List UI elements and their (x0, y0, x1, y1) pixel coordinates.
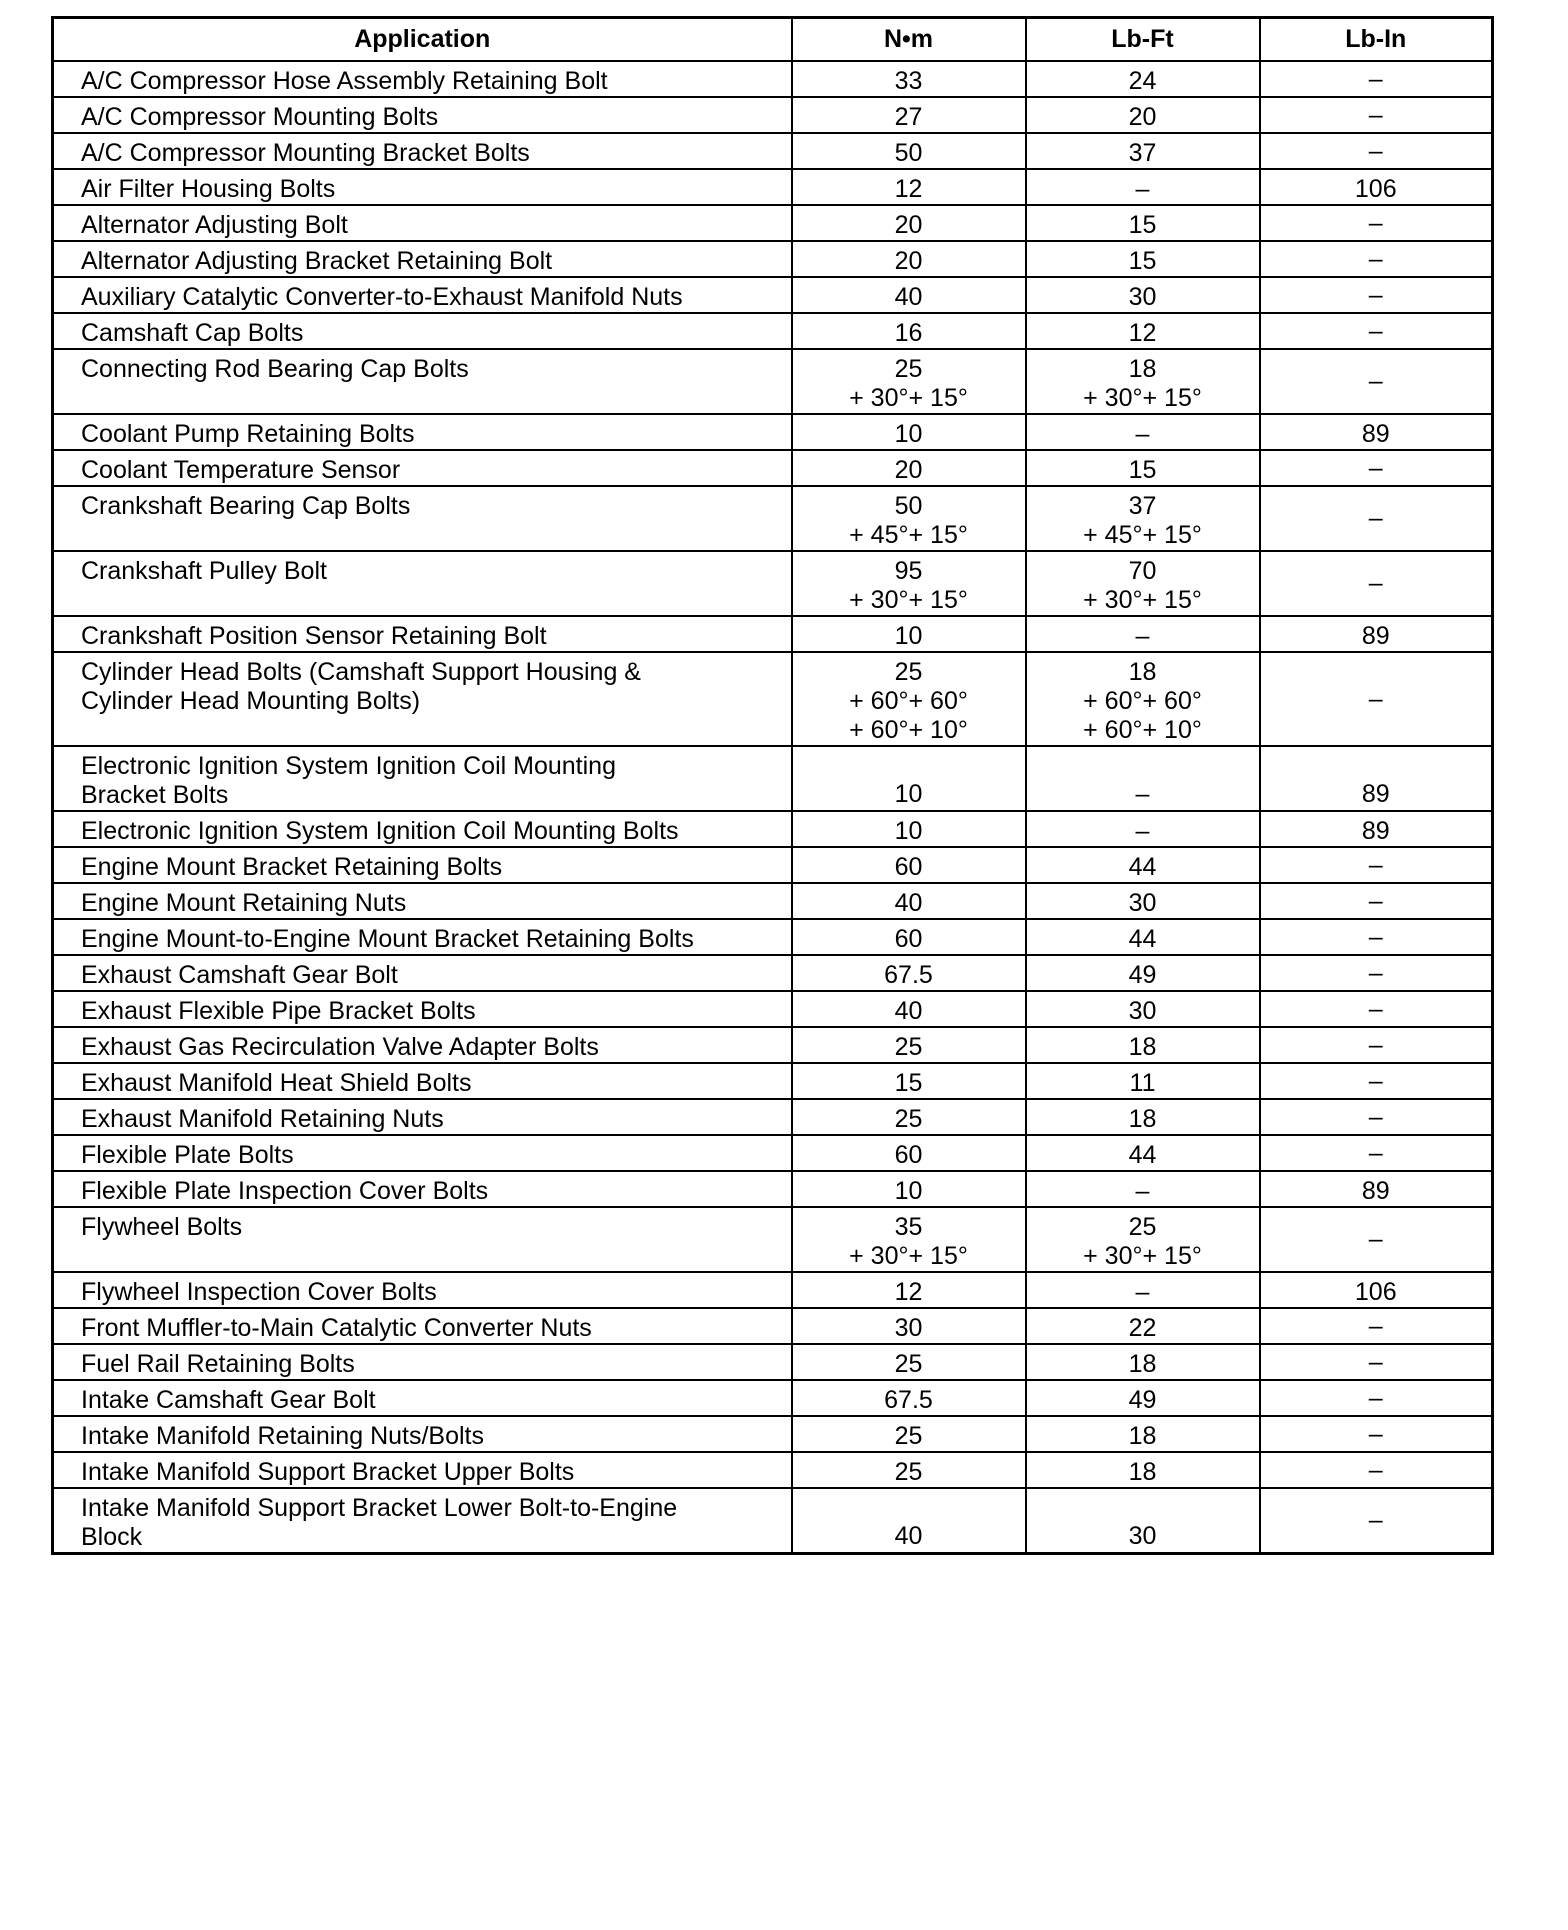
cell-lbin: 89 (1260, 746, 1493, 811)
cell-nm: 60 (792, 919, 1026, 955)
cell-lbft: 44 (1026, 919, 1260, 955)
table-row (53, 616, 1493, 652)
cell-lbft: 12 (1026, 313, 1260, 349)
cell-lbft: 30 (1026, 883, 1260, 919)
cell-nm: 33 (792, 61, 1026, 97)
cell-lbft: 37 (1026, 133, 1260, 169)
cell-application: Auxiliary Catalytic Converter-to-Exhaust Manifold Nuts (53, 277, 792, 313)
cell-application: Coolant Pump Retaining Bolts (53, 414, 792, 450)
table-row (53, 169, 1493, 205)
table-row (53, 1380, 1493, 1416)
cell-lbft: 44 (1026, 1135, 1260, 1171)
cell-nm: 30 (792, 1308, 1026, 1344)
cell-lbin: – (1260, 486, 1493, 551)
cell-lbin: – (1260, 133, 1493, 169)
cell-application: Intake Manifold Support Bracket Upper Bolts (53, 1452, 792, 1488)
cell-application: Connecting Rod Bearing Cap Bolts (53, 349, 792, 414)
table-body (53, 61, 1493, 1554)
table-row (53, 919, 1493, 955)
cell-lbin: – (1260, 313, 1493, 349)
table-row (53, 883, 1493, 919)
cell-nm: 25 + 60°+ 60° + 60°+ 10° (792, 652, 1026, 746)
cell-nm: 12 (792, 1272, 1026, 1308)
cell-lbin: – (1260, 991, 1493, 1027)
cell-nm: 40 (792, 277, 1026, 313)
table-row (53, 450, 1493, 486)
cell-application: Fuel Rail Retaining Bolts (53, 1344, 792, 1380)
cell-lbft: 18 + 30°+ 15° (1026, 349, 1260, 414)
cell-nm: 25 (792, 1027, 1026, 1063)
cell-application: Engine Mount Bracket Retaining Bolts (53, 847, 792, 883)
cell-lbft: 18 (1026, 1416, 1260, 1452)
table-row (53, 1452, 1493, 1488)
cell-lbin: – (1260, 1380, 1493, 1416)
cell-lbft: 15 (1026, 241, 1260, 277)
cell-application: Front Muffler-to-Main Catalytic Converter Nuts (53, 1308, 792, 1344)
cell-lbin: 89 (1260, 811, 1493, 847)
cell-lbin: – (1260, 1207, 1493, 1272)
cell-nm: 40 (792, 991, 1026, 1027)
cell-lbin: – (1260, 205, 1493, 241)
cell-application: Flywheel Bolts (53, 1207, 792, 1272)
table-row (53, 1416, 1493, 1452)
table-row (53, 97, 1493, 133)
cell-application: Coolant Temperature Sensor (53, 450, 792, 486)
table-row (53, 746, 1493, 811)
cell-lbft: – (1026, 1272, 1260, 1308)
table-row (53, 1171, 1493, 1207)
cell-lbin: – (1260, 1135, 1493, 1171)
cell-lbft: – (1026, 616, 1260, 652)
table-row (53, 1207, 1493, 1272)
cell-lbft: 70 + 30°+ 15° (1026, 551, 1260, 616)
cell-nm: 10 (792, 616, 1026, 652)
cell-application: Flexible Plate Bolts (53, 1135, 792, 1171)
cell-lbin: – (1260, 241, 1493, 277)
cell-application: Cylinder Head Bolts (Camshaft Support Housing & Cylinder Head Mounting Bolts) (53, 652, 792, 746)
cell-lbft: 49 (1026, 955, 1260, 991)
cell-nm: 60 (792, 847, 1026, 883)
cell-nm: 25 + 30°+ 15° (792, 349, 1026, 414)
table-row (53, 205, 1493, 241)
cell-application: Engine Mount-to-Engine Mount Bracket Retaining Bolts (53, 919, 792, 955)
table-row (53, 811, 1493, 847)
cell-application: Camshaft Cap Bolts (53, 313, 792, 349)
cell-application: A/C Compressor Mounting Bolts (53, 97, 792, 133)
cell-nm: 20 (792, 450, 1026, 486)
cell-application: Alternator Adjusting Bolt (53, 205, 792, 241)
cell-lbin: – (1260, 1308, 1493, 1344)
cell-nm: 40 (792, 883, 1026, 919)
cell-lbft: – (1026, 414, 1260, 450)
cell-application: Electronic Ignition System Ignition Coil Mounting Bolts (53, 811, 792, 847)
cell-lbin: – (1260, 450, 1493, 486)
table-row (53, 277, 1493, 313)
table-row (53, 1344, 1493, 1380)
cell-application: Crankshaft Position Sensor Retaining Bolt (53, 616, 792, 652)
cell-nm: 35 + 30°+ 15° (792, 1207, 1026, 1272)
cell-lbft: 30 (1026, 277, 1260, 313)
torque-spec-table (51, 16, 1494, 1555)
cell-nm: 27 (792, 97, 1026, 133)
cell-lbin: – (1260, 847, 1493, 883)
cell-nm: 25 (792, 1452, 1026, 1488)
cell-nm: 67.5 (792, 1380, 1026, 1416)
cell-application: Flywheel Inspection Cover Bolts (53, 1272, 792, 1308)
cell-lbin: – (1260, 1488, 1493, 1554)
cell-nm: 25 (792, 1099, 1026, 1135)
table-row (53, 1027, 1493, 1063)
cell-lbft: 15 (1026, 205, 1260, 241)
table-row (53, 551, 1493, 616)
cell-application: Intake Manifold Retaining Nuts/Bolts (53, 1416, 792, 1452)
cell-lbft: 37 + 45°+ 15° (1026, 486, 1260, 551)
cell-lbin: – (1260, 1452, 1493, 1488)
cell-lbft: – (1026, 811, 1260, 847)
cell-nm: 10 (792, 811, 1026, 847)
cell-application: A/C Compressor Hose Assembly Retaining Bolt (53, 61, 792, 97)
cell-nm: 15 (792, 1063, 1026, 1099)
table-row (53, 1099, 1493, 1135)
cell-nm: 16 (792, 313, 1026, 349)
cell-lbft: 11 (1026, 1063, 1260, 1099)
cell-nm: 95 + 30°+ 15° (792, 551, 1026, 616)
cell-lbft: 22 (1026, 1308, 1260, 1344)
cell-lbft: 30 (1026, 991, 1260, 1027)
header-lbin: Lb-In (1260, 18, 1493, 62)
table-row (53, 1135, 1493, 1171)
cell-lbin: 89 (1260, 1171, 1493, 1207)
table-row (53, 313, 1493, 349)
cell-lbin: – (1260, 61, 1493, 97)
cell-application: A/C Compressor Mounting Bracket Bolts (53, 133, 792, 169)
cell-application: Exhaust Flexible Pipe Bracket Bolts (53, 991, 792, 1027)
cell-lbft: 20 (1026, 97, 1260, 133)
header-row (53, 18, 1493, 62)
table-row (53, 349, 1493, 414)
cell-nm: 20 (792, 205, 1026, 241)
cell-lbft: – (1026, 1171, 1260, 1207)
cell-lbft: 24 (1026, 61, 1260, 97)
cell-lbft: 15 (1026, 450, 1260, 486)
cell-lbft: 18 + 60°+ 60° + 60°+ 10° (1026, 652, 1260, 746)
table-row (53, 486, 1493, 551)
cell-lbin: 106 (1260, 1272, 1493, 1308)
cell-application: Exhaust Manifold Heat Shield Bolts (53, 1063, 792, 1099)
header-application: Application (53, 18, 792, 62)
cell-nm: 40 (792, 1488, 1026, 1554)
cell-nm: 10 (792, 746, 1026, 811)
cell-lbft: 49 (1026, 1380, 1260, 1416)
cell-lbft: – (1026, 746, 1260, 811)
cell-lbft: 18 (1026, 1344, 1260, 1380)
table-row (53, 1272, 1493, 1308)
cell-lbin: – (1260, 883, 1493, 919)
cell-application: Exhaust Gas Recirculation Valve Adapter Bolts (53, 1027, 792, 1063)
cell-lbin: – (1260, 349, 1493, 414)
table-row (53, 414, 1493, 450)
cell-lbin: – (1260, 1063, 1493, 1099)
table-row (53, 991, 1493, 1027)
cell-application: Exhaust Camshaft Gear Bolt (53, 955, 792, 991)
cell-application: Intake Manifold Support Bracket Lower Bolt-to-Engine Block (53, 1488, 792, 1554)
table-row (53, 1308, 1493, 1344)
cell-nm: 25 (792, 1416, 1026, 1452)
cell-lbin: – (1260, 652, 1493, 746)
cell-lbft: 25 + 30°+ 15° (1026, 1207, 1260, 1272)
cell-application: Air Filter Housing Bolts (53, 169, 792, 205)
cell-lbin: – (1260, 277, 1493, 313)
header-lbft: Lb-Ft (1026, 18, 1260, 62)
cell-lbin: 89 (1260, 414, 1493, 450)
cell-lbin: – (1260, 1344, 1493, 1380)
cell-lbft: 18 (1026, 1099, 1260, 1135)
cell-lbin: 106 (1260, 169, 1493, 205)
cell-nm: 50 + 45°+ 15° (792, 486, 1026, 551)
cell-nm: 50 (792, 133, 1026, 169)
header-nm: N•m (792, 18, 1026, 62)
cell-application: Flexible Plate Inspection Cover Bolts (53, 1171, 792, 1207)
table-row (53, 1488, 1493, 1554)
cell-lbft: 18 (1026, 1452, 1260, 1488)
cell-application: Electronic Ignition System Ignition Coil Mounting Bracket Bolts (53, 746, 792, 811)
cell-nm: 67.5 (792, 955, 1026, 991)
cell-nm: 10 (792, 1171, 1026, 1207)
cell-lbft: – (1026, 169, 1260, 205)
cell-nm: 60 (792, 1135, 1026, 1171)
cell-nm: 10 (792, 414, 1026, 450)
cell-nm: 25 (792, 1344, 1026, 1380)
cell-lbin: 89 (1260, 616, 1493, 652)
cell-application: Exhaust Manifold Retaining Nuts (53, 1099, 792, 1135)
cell-lbin: – (1260, 551, 1493, 616)
table-row (53, 1063, 1493, 1099)
cell-lbin: – (1260, 97, 1493, 133)
cell-lbin: – (1260, 1099, 1493, 1135)
table-row (53, 652, 1493, 746)
cell-lbft: 18 (1026, 1027, 1260, 1063)
table-row (53, 133, 1493, 169)
cell-nm: 12 (792, 169, 1026, 205)
cell-application: Alternator Adjusting Bracket Retaining Bolt (53, 241, 792, 277)
cell-application: Intake Camshaft Gear Bolt (53, 1380, 792, 1416)
cell-application: Engine Mount Retaining Nuts (53, 883, 792, 919)
cell-application: Crankshaft Pulley Bolt (53, 551, 792, 616)
cell-lbin: – (1260, 919, 1493, 955)
cell-lbin: – (1260, 955, 1493, 991)
table-row (53, 241, 1493, 277)
table-row (53, 955, 1493, 991)
cell-lbin: – (1260, 1416, 1493, 1452)
table-row (53, 61, 1493, 97)
cell-lbft: 44 (1026, 847, 1260, 883)
cell-lbft: 30 (1026, 1488, 1260, 1554)
cell-application: Crankshaft Bearing Cap Bolts (53, 486, 792, 551)
cell-lbin: – (1260, 1027, 1493, 1063)
cell-nm: 20 (792, 241, 1026, 277)
table-row (53, 847, 1493, 883)
